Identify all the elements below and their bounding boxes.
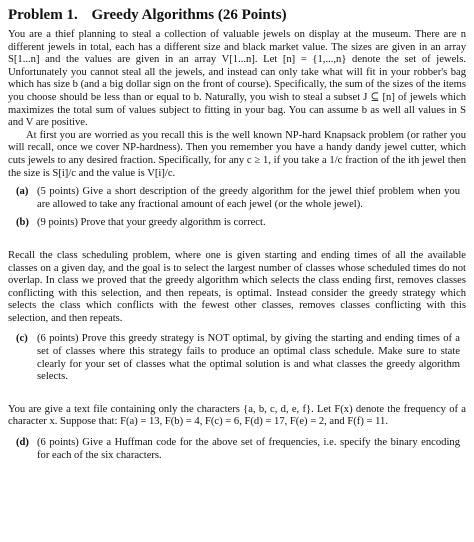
part-b-text: (9 points) Prove that your greedy algorithm is correct.: [37, 217, 266, 229]
part-c: [16, 333, 460, 383]
part-d-label: (d): [16, 437, 29, 449]
part-c-label: (c): [16, 333, 28, 345]
intro-paragraph: You are a thief planning to steal a collection of valuable jewels on display at the museum. There are n different jewels in total, each has a different size and black market value. The sizes are given in an array S[1...n] and the values are given in an array V[1...n]. Let [n] = {1,...,n} denote the set of jewels. Unfortunately you cannot steal all the jewels, and instead can only take what will fit in your robber's bag which has size b (and a big dollar sign on the front of course). Specifically, the sum of the sizes of the items you choose should be less than or equal to b. Naturally, you wish to steal a subset J ⊆ [n] of jewels which maximizes the total sum of values subject to fitting in your bag. You can assume b as well all values in S and V are positive.: [8, 29, 466, 129]
huffman-paragraph: You are give a text file containing only the characters {a, b, c, d, e, f}. Let F(x) denote the frequency of a character x. Suppose that: F(a) = 13, F(b) = 4, F(c) = 6, F(d) = 17, F(e) = 2, and F(f) = 11.: [8, 403, 466, 428]
part-b-label: (b): [16, 217, 29, 229]
scheduling-paragraph: Recall the class scheduling problem, where one is given starting and ending times of all the available classes on a given day, and the goal is to select the largest number of classes whose scheduled times do not overlap. In class we proved that the greedy algorithm which selects the class ending first, removes classes conflicting with this selection, and then repeats, is optimal. Instead consider the greedy strategy which selects the class which conflicts with the fewest other classes, removes classes conflicting with this selection, and then repeats.: [8, 249, 466, 324]
problem-title: Greedy Algorithms (26 Points): [91, 7, 287, 23]
part-a: [16, 186, 460, 211]
part-d: [16, 437, 460, 462]
knapsack-paragraph: At first you are worried as you recall this is the well known NP-hard Knapsack problem (or rather you will recall, once we cover NP-hardness). Then you remember you have a handy dandy jewel cutter, which cuts jewels to any desired fraction. Specifically, for any c ≥ 1, if you take a 1/c fraction of the ith jewel then the size is S[i]/c and the value is V[i]/c.: [8, 129, 466, 179]
part-a-text: (5 points) Give a short description of the greedy algorithm for the jewel thief problem when you are allowed to take any fractional amount of each jewel (or the whole jewel).: [37, 186, 460, 210]
part-a-label: (a): [16, 186, 29, 198]
part-c-text: (6 points) Prove this greedy strategy is NOT optimal, by giving the starting and ending times of a set of classes where this strategy fails to produce an optimal class schedule. Make sure to state clearly for your set of classes what the optimal solution is and what classes the greedy algorithm selects.: [37, 333, 460, 383]
problem-heading: [8, 6, 466, 24]
problem-label: Problem 1.: [8, 7, 78, 23]
part-b: [16, 217, 460, 230]
part-d-text: (6 points) Give a Huffman code for the above set of frequencies, i.e. specify the binary encoding for each of the six characters.: [37, 437, 460, 461]
